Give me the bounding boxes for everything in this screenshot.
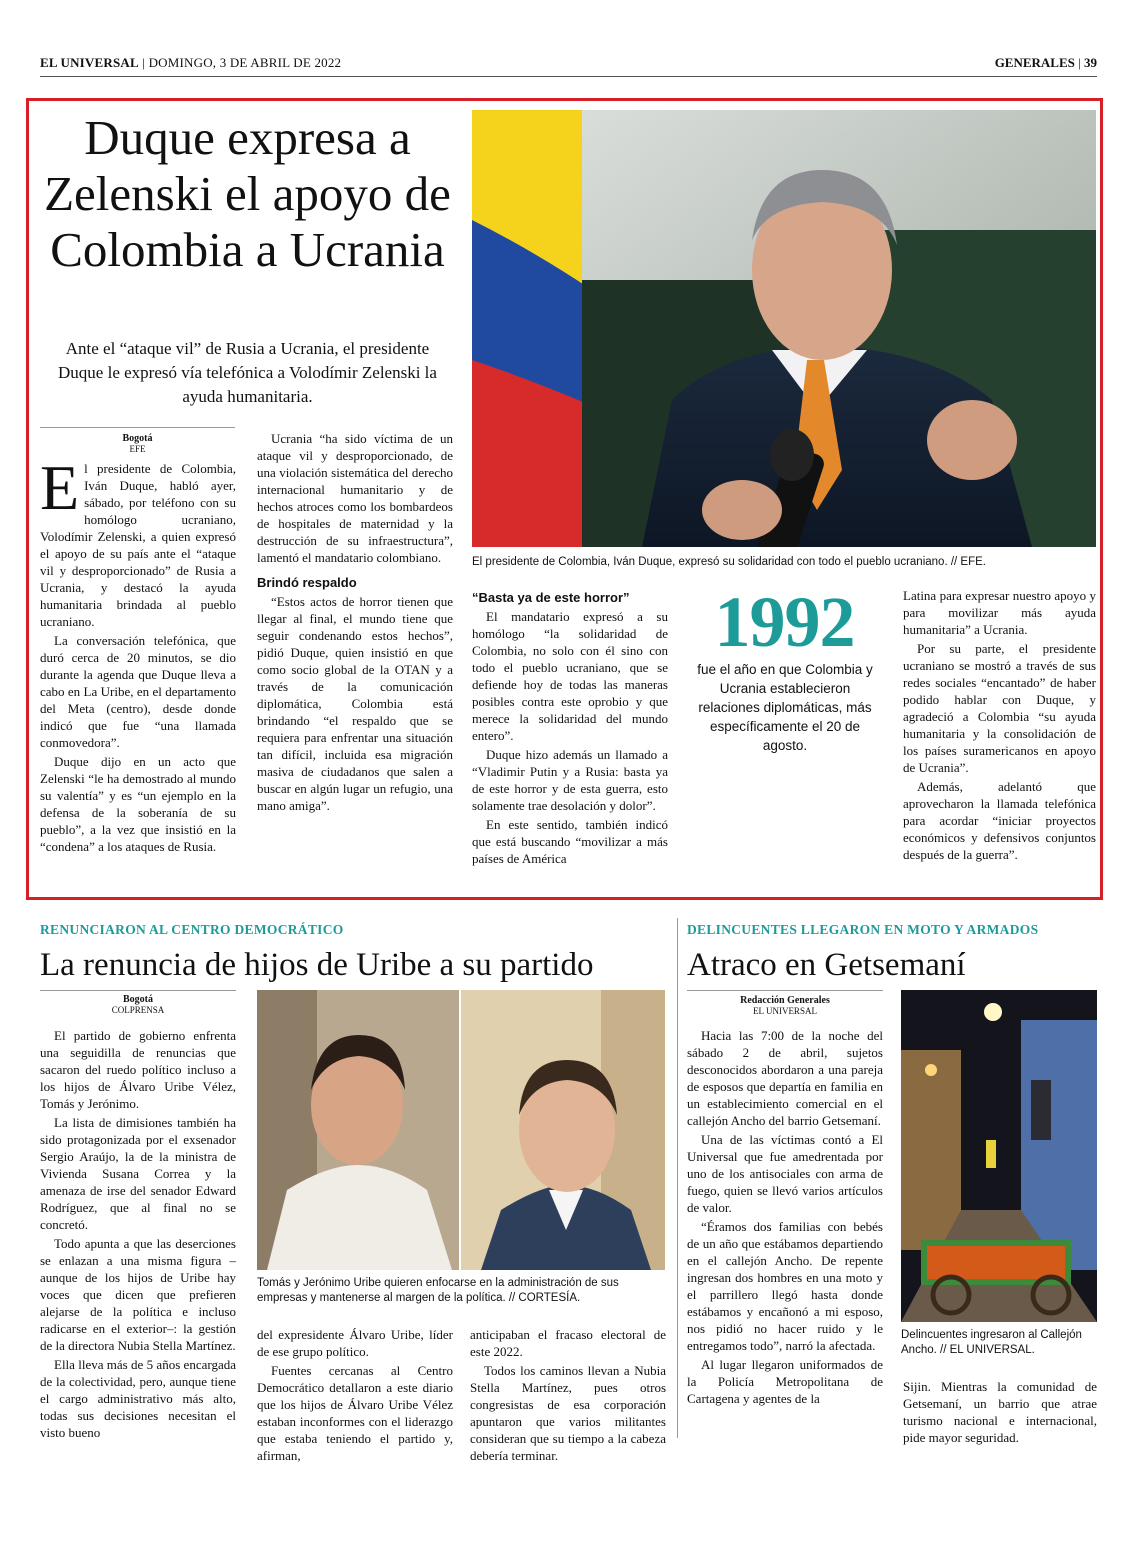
- atraco-col1-p2: Una de las víctimas contó a El Universal que fue amedrentada por uno de los antisociales con arma de fuego, quien se llevó varios artículos de valor.: [687, 1132, 883, 1215]
- atraco-byline: [687, 995, 883, 1017]
- main-col3-p2: Duque hizo además un llamado a “Vladimir Putin y a Rusia: basta ya de este horror y de esta guerra, esto solamente trae desolación y dolor”.: [472, 747, 668, 813]
- uribe-col3-p1: anticipaban el fracaso electoral de este 2022.: [470, 1327, 666, 1359]
- uribe-byline: [40, 994, 236, 1016]
- uribe-col2-p2: Fuentes cercanas al Centro Democrático detallaron a este diario que los hijos de Álvaro Uribe Vélez estaban inconformes con el liderazgo que estaba teniendo el partido y, afirman,: [257, 1363, 453, 1463]
- main-column-1: [40, 452, 236, 857]
- atraco-column-2: [903, 1378, 1097, 1448]
- getsemani-photo: [901, 990, 1097, 1322]
- page-header-left: [40, 55, 341, 71]
- atraco-headline: Atraco en Getsemaní: [687, 947, 966, 983]
- main-col4-p3: Además, adelantó que aprovecharon la llamada telefónica para acordar “iniciar proyectos económicos y defensivos conjuntos después de la guerra”.: [903, 779, 1096, 862]
- atraco-column-1: [687, 1027, 883, 1409]
- main-col3-p1: El mandatario expresó a su homólogo “la solidaridad de Colombia, no solo con él sino con todo el pueblo ucraniano, que se defiende hoy de todas las maneras posibles contra este oprobio y que merece la solidaridad del mundo entero”.: [472, 609, 668, 743]
- main-column-2: [257, 430, 453, 816]
- main-column-3: [472, 589, 668, 869]
- main-col2-p2: “Estos actos de horror tienen que llegar al final, el mundo tiene que seguir condenando estos hechos”, pidió Duque, quien insistió en que como socio global de la OTAN y a través de la comunicación diplomática, Colombia está brindando “el respaldo que se requiera para enfrentar una situación tan difícil, incluida esa migración masiva de ciudadanos que salen a buscar en algún lugar un refugio, una mano amiga”.: [257, 594, 453, 813]
- getsemani-photo-art: [901, 990, 1097, 1322]
- duque-photo-art: [472, 110, 1096, 547]
- uribe-col1-p4: Ella lleva más de 5 años encargada de la colectividad, pero, aunque tiene el cargo administrativo más alto, todas sus decisiones necesitan el visto bueno: [40, 1357, 236, 1440]
- main-headline: Duque expresa a Zelenski el apoyo de Colombia a Ucrania: [44, 110, 451, 277]
- uribe-col2-p1: del expresidente Álvaro Uribe, líder de ese grupo político.: [257, 1327, 453, 1359]
- uribe-byline-rule: [40, 990, 236, 991]
- uribe-byline-agency: COLPRENSA: [111, 1005, 165, 1015]
- uribe-byline-city: Bogotá: [123, 994, 153, 1005]
- atraco-byline-agency: EL UNIVERSAL: [753, 1006, 817, 1016]
- uribe-col1-p1: El partido de gobierno enfrenta una seguidilla de renuncias que sacaron del ruedo político incluso a los hijos de Álvaro Uribe Vélez, Tomás y Jerónimo.: [40, 1028, 236, 1111]
- atraco-kicker: DELINCUENTES LLEGARON EN MOTO Y ARMADOS: [687, 922, 1039, 937]
- uribe-column-1: [40, 1027, 236, 1443]
- tomas-uribe-photo-art: [257, 990, 459, 1270]
- uribe-col1-p3: Todo apunta a que las deserciones se enlazan a una misma figura –aunque de los hijos de Uribe hay voces que dicen que prefieren alejarse de la política e incluso radicarse en el exterior–: la gestión de la directora Nubia Stella Martínez.: [40, 1236, 236, 1353]
- page-header-right: GENERALES | 39: [994, 55, 1097, 70]
- main-col3-p3: En este sentido, también indicó que está buscando “movilizar a más países de América: [472, 817, 668, 866]
- main-column-4: [903, 587, 1096, 865]
- byline-rule: [40, 427, 235, 428]
- atraco-col2-p1: Sijin. Mientras la comunidad de Getsemaní, un barrio que atrae turismo nacional e internacional, pide mayor seguridad.: [903, 1379, 1097, 1445]
- uribe-col1-p2: La lista de dimisiones también ha sido protagonizada por el exsenador Sergio Araújo, la de la ministra de Vivienda Susana Correa y la amenaza de irse del senador Edward Rodríguez, que al final no se concretó.: [40, 1115, 236, 1232]
- main-col1-p3: Duque dijo en un acto que Zelenski “le ha demostrado al mundo su valentía” y es “un ejemplo en la defensa de la soberanía de su pueblo”, a la vez que insistió en la “condena” a los ataques de Rusia.: [40, 754, 236, 854]
- tomas-uribe-photo: [257, 990, 459, 1270]
- main-col1-p1: l presidente de Colombia, Iván Duque, habló ayer, sábado, por teléfono con su homólogo ucraniano, Volodímir Zelenski, a quien expresó el apoyo de su país ante el “ataque vil y desproporcionado” de Rusia a Ucrania, y destacó la ayuda humanitaria brindada al pueblo ucraniano.: [40, 461, 236, 629]
- atraco-col1-p4: Al lugar llegaron uniformados de la Policía Metropolitana de Cartagena y agentes de la: [687, 1357, 883, 1406]
- main-col2-subhead: Brindó respaldo: [257, 575, 357, 590]
- atraco-byline-city: Redacción Generales: [740, 995, 830, 1006]
- atraco-col1-p1: Hacia las 7:00 de la noche del sábado 2 de abril, sujetos desconocidos abordaron a una pareja de esposos que departía en familia en un establecimiento comercial en el callejón Ancho del barrio Getsemaní.: [687, 1028, 883, 1128]
- atraco-photo-caption: Delincuentes ingresaron al Callejón Ancho. // EL UNIVERSAL.: [901, 1329, 1082, 1356]
- issue-date: | DOMINGO, 3 DE ABRIL DE 2022: [142, 55, 342, 70]
- uribe-photo-caption: Tomás y Jerónimo Uribe quieren enfocarse en la administración de sus empresas y mantenerse al margen de la política. // CORTESÍA.: [257, 1277, 619, 1304]
- main-photo-caption: El presidente de Colombia, Iván Duque, expresó su solidaridad con todo el pueblo ucraniano. // EFE.: [472, 556, 986, 568]
- byline-city: Bogotá: [122, 433, 153, 444]
- atraco-byline-rule: [687, 990, 883, 991]
- main-col3-subhead: “Basta ya de este horror”: [472, 590, 630, 605]
- duque-photo: [472, 110, 1096, 547]
- main-col1-p2: La conversación telefónica, que duró cerca de 20 minutos, se dio durante la agenda que Duque lleva a cabo en La Uribe, en el departamento del Meta (centro), desde donde indicó que fue “una llamada conmovedora”.: [40, 633, 236, 750]
- uribe-headline: La renuncia de hijos de Uribe a su partido: [40, 947, 594, 983]
- jeronimo-uribe-photo-art: [461, 990, 665, 1270]
- section-divider: [677, 918, 678, 1438]
- main-col4-p2: Por su parte, el presidente ucraniano se mostró a través de sus redes sociales “encantado” de haber podido hablar con Duque, y agradeció a Colombia “su ayuda humanitaria y la consolidación de los países suramericanos en apoyo de Ucrania”.: [903, 641, 1096, 775]
- big-number-text: fue el año en que Colombia y Ucrania establecieron relaciones diplomáticas, más específicamente el 20 de agosto.: [697, 662, 873, 753]
- section-name: GENERALES: [994, 55, 1075, 70]
- atraco-col1-p3: “Éramos dos familias con bebés de un año que estábamos departiendo en el callejón Ancho. De repente ingresan dos hombres en una moto y el parrillero llegó hasta donde estábamos y encañonó a mi esposo, nos pidió no hacer ruido y le entregamos todo”, narró la afectada.: [687, 1219, 883, 1353]
- uribe-col3-p2: Todos los caminos llevan a Nubia Stella Martínez, pues otros congresistas de esa corporación apuntaron que varios militantes consideran que su tiempo a la cabeza debería terminar.: [470, 1363, 666, 1463]
- main-col2-p1: Ucrania “ha sido víctima de un ataque vil y desproporcionado, de una violación sistemática del derecho internacional humanitario y de hechos atroces como los bombardeos de hospitales de maternidad y la destrucción de su infraestructura”, lamentó el mandatario colombiano.: [257, 431, 453, 565]
- drop-cap: E: [40, 452, 80, 523]
- main-deck: Ante el “ataque vil” de Rusia a Ucrania, el presidente Duque le expresó vía telefónica a Volodímir Zelenski la ayuda humanitaria.: [58, 339, 437, 406]
- big-number: 1992: [714, 582, 855, 662]
- uribe-column-3: [470, 1326, 666, 1466]
- page-number: 39: [1084, 55, 1097, 70]
- uribe-column-2: [257, 1326, 453, 1466]
- uribe-kicker: RENUNCIARON AL CENTRO DEMOCRÁTICO: [40, 922, 344, 937]
- paper-name: EL UNIVERSAL: [40, 55, 139, 70]
- jeronimo-uribe-photo: [461, 990, 665, 1270]
- byline-agency: EFE: [129, 444, 146, 454]
- header-rule: [40, 76, 1097, 77]
- main-col4-p1: Latina para expresar nuestro apoyo y para movilizar más ayuda humanitaria” a Ucrania.: [903, 588, 1096, 637]
